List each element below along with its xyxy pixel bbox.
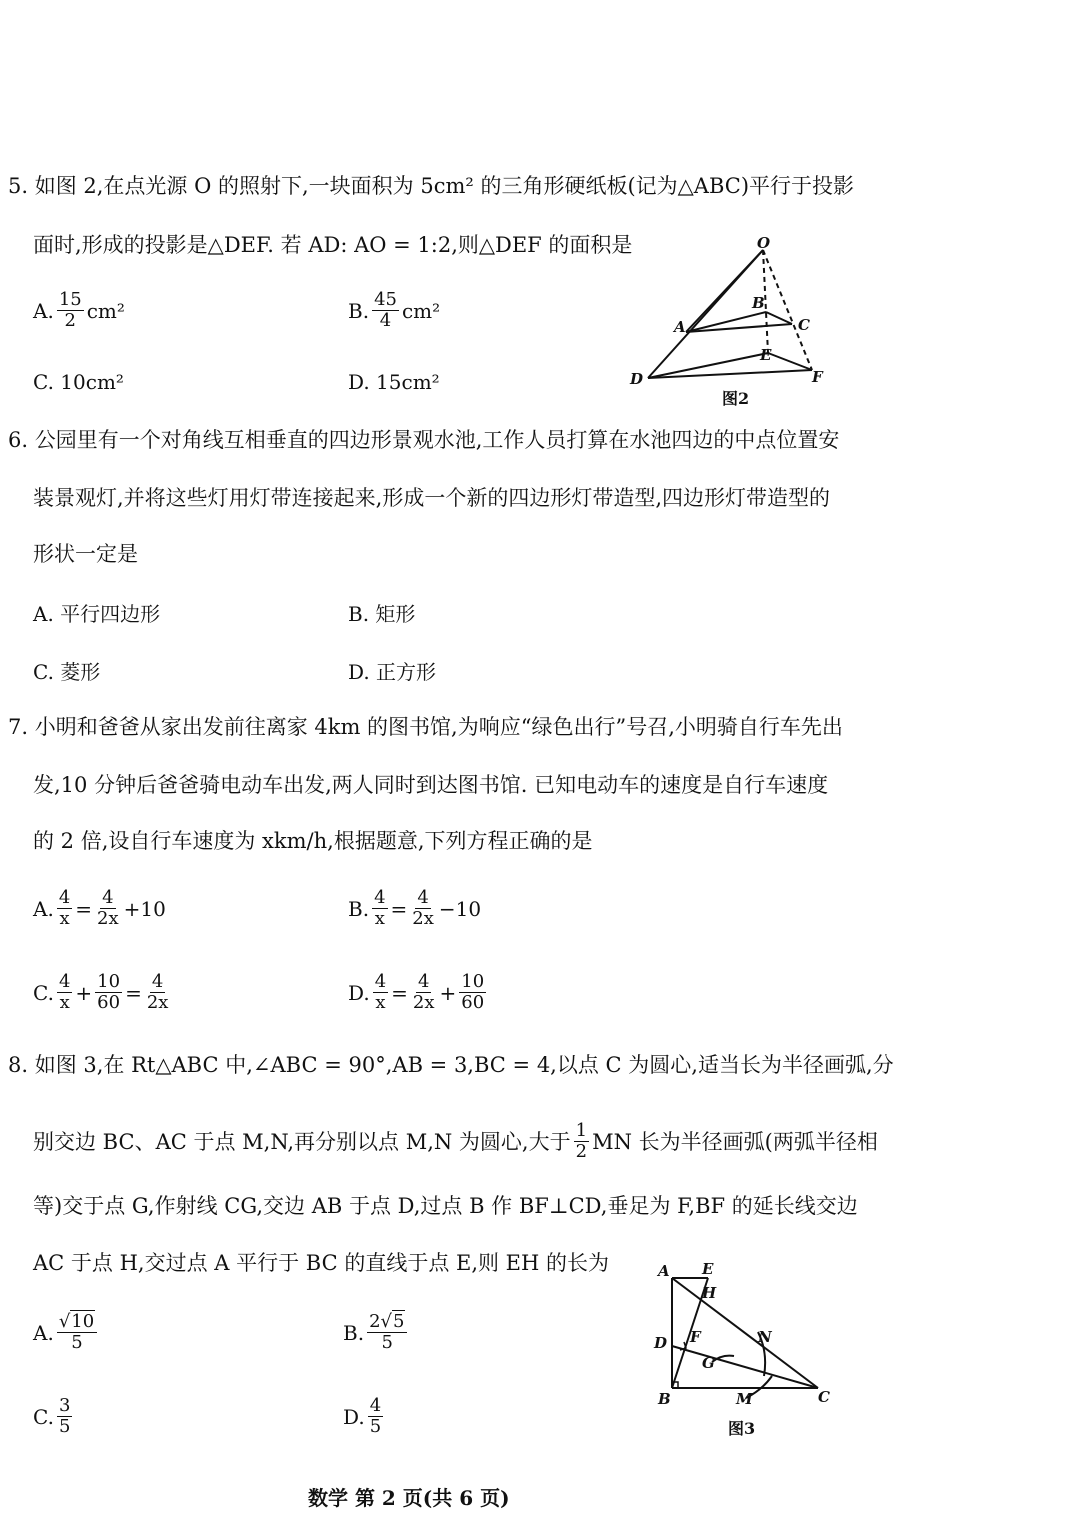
- q7-option-d: D. $\frac{4}{x}$ = $\frac{4}{2x}$ + $\frac{10}{60}$: [348, 971, 485, 1013]
- label-M: M: [736, 1390, 753, 1408]
- label-F: F: [690, 1328, 701, 1346]
- q8-line-3: 等)交于点 G,作射线 CG,交边 AB 于点 D,过点 B 作 BF⊥CD,垂足为 F,BF 的延长线交边: [33, 1194, 858, 1218]
- fraction: $\frac{15}{2}$: [58, 289, 82, 331]
- q6-option-d: D. 正方形: [348, 660, 437, 684]
- label-E: E: [702, 1260, 714, 1278]
- label-D: D: [654, 1334, 668, 1352]
- q5-line-1: 5. 如图 2,在点光源 O 的照射下,一块面积为 5cm² 的三角形硬纸板(记为△ABC)平行于投影: [8, 174, 855, 198]
- label-B: B: [658, 1390, 671, 1408]
- edge-EF: [768, 353, 812, 370]
- figure-3-caption: 图3: [728, 1419, 756, 1438]
- q7-line-2: 发,10 分钟后爸爸骑电动车出发,两人同时到达图书馆. 已知电动车的速度是自行车速度: [33, 773, 829, 797]
- q6-line-2: 装景观灯,并将这些灯用灯带连接起来,形成一个新的四边形灯带造型,四边形灯带造型的: [33, 486, 831, 510]
- label-C: C: [798, 316, 810, 334]
- q8-option-d: D. $\frac{4}{5}$: [343, 1395, 382, 1437]
- q7-line-3: 的 2 倍,设自行车速度为 xkm/h,根据题意,下列方程正确的是: [33, 829, 593, 853]
- q6-line-3: 形状一定是: [33, 542, 138, 566]
- q8-option-a: A. $\frac{√10}{5}$: [33, 1312, 100, 1353]
- edge-BC: [766, 312, 792, 324]
- page-footer: 数学 第 2 页(共 6 页): [308, 1486, 510, 1510]
- label-A: A: [658, 1262, 670, 1280]
- q8-line-4: AC 于点 H,交过点 A 平行于 BC 的直线于点 E,则 EH 的长为: [33, 1251, 610, 1275]
- q7-line-1: 7. 小明和爸爸从家出发前往离家 4km 的图书馆,为响应“绿色出行”号召,小明骑自行车先出: [8, 715, 843, 739]
- label-B: B: [752, 294, 765, 312]
- edge-DF: [648, 370, 812, 378]
- q5-option-d: D. 15cm²: [348, 370, 440, 394]
- figure-3-diagram: [650, 1258, 840, 1418]
- q5-option-c: C. 10cm²: [33, 370, 124, 394]
- q7-option-c: C. $\frac{4}{x}$ + $\frac{10}{60}$ = $\frac{4}{2x}$: [33, 971, 169, 1013]
- q7-option-a: A. $\frac{4}{x}$ = $\frac{4}{2x}$ +10: [33, 887, 166, 929]
- q8-line-1: 8. 如图 3,在 Rt△ABC 中,∠ABC = 90°,AB = 3,BC = 4,以点 C 为圆心,适当长为半径画弧,分: [8, 1053, 894, 1077]
- q8-option-b: B. $\frac{2√5}{5}$: [343, 1312, 410, 1353]
- label-H: H: [702, 1284, 717, 1302]
- figure-2-caption: 图2: [722, 389, 750, 408]
- q6-option-c: C. 菱形: [33, 660, 101, 684]
- q5-line-2: 面时,形成的投影是△DEF. 若 AD: AO = 1:2,则△DEF 的面积是: [33, 233, 633, 257]
- label-C: C: [818, 1388, 830, 1406]
- q6-line-1: 6. 公园里有一个对角线互相垂直的四边形景观水池,工作人员打算在水池四边的中点位置安: [8, 428, 840, 452]
- q6-option-a: A. 平行四边形: [33, 602, 161, 626]
- label-N: N: [758, 1328, 772, 1346]
- label-G: G: [702, 1354, 715, 1372]
- fraction: $\frac{45}{4}$: [374, 289, 397, 331]
- q8-line-2: 别交边 BC、AC 于点 M,N,再分别以点 M,N 为圆心,大于 $\frac{1}{2}$ MN 长为半径画弧(两弧半径相: [33, 1120, 878, 1162]
- label-F: F: [812, 368, 823, 386]
- q8-option-c: C. $\frac{3}{5}$: [33, 1395, 71, 1437]
- label-E: E: [760, 346, 772, 364]
- q6-option-b: B. 矩形: [348, 602, 416, 626]
- ray-CD: [672, 1346, 818, 1388]
- label-O: O: [757, 234, 771, 252]
- edge-OD: [648, 250, 763, 378]
- label-A: A: [674, 318, 686, 336]
- q5-option-b: B. $\frac{45}{4}$ cm²: [348, 289, 441, 331]
- label-D: D: [630, 370, 644, 388]
- q7-option-b: B. $\frac{4}{x}$ = $\frac{4}{2x}$ −10: [348, 887, 482, 929]
- q5-option-a: A. $\frac{15}{2}$ cm²: [33, 289, 125, 331]
